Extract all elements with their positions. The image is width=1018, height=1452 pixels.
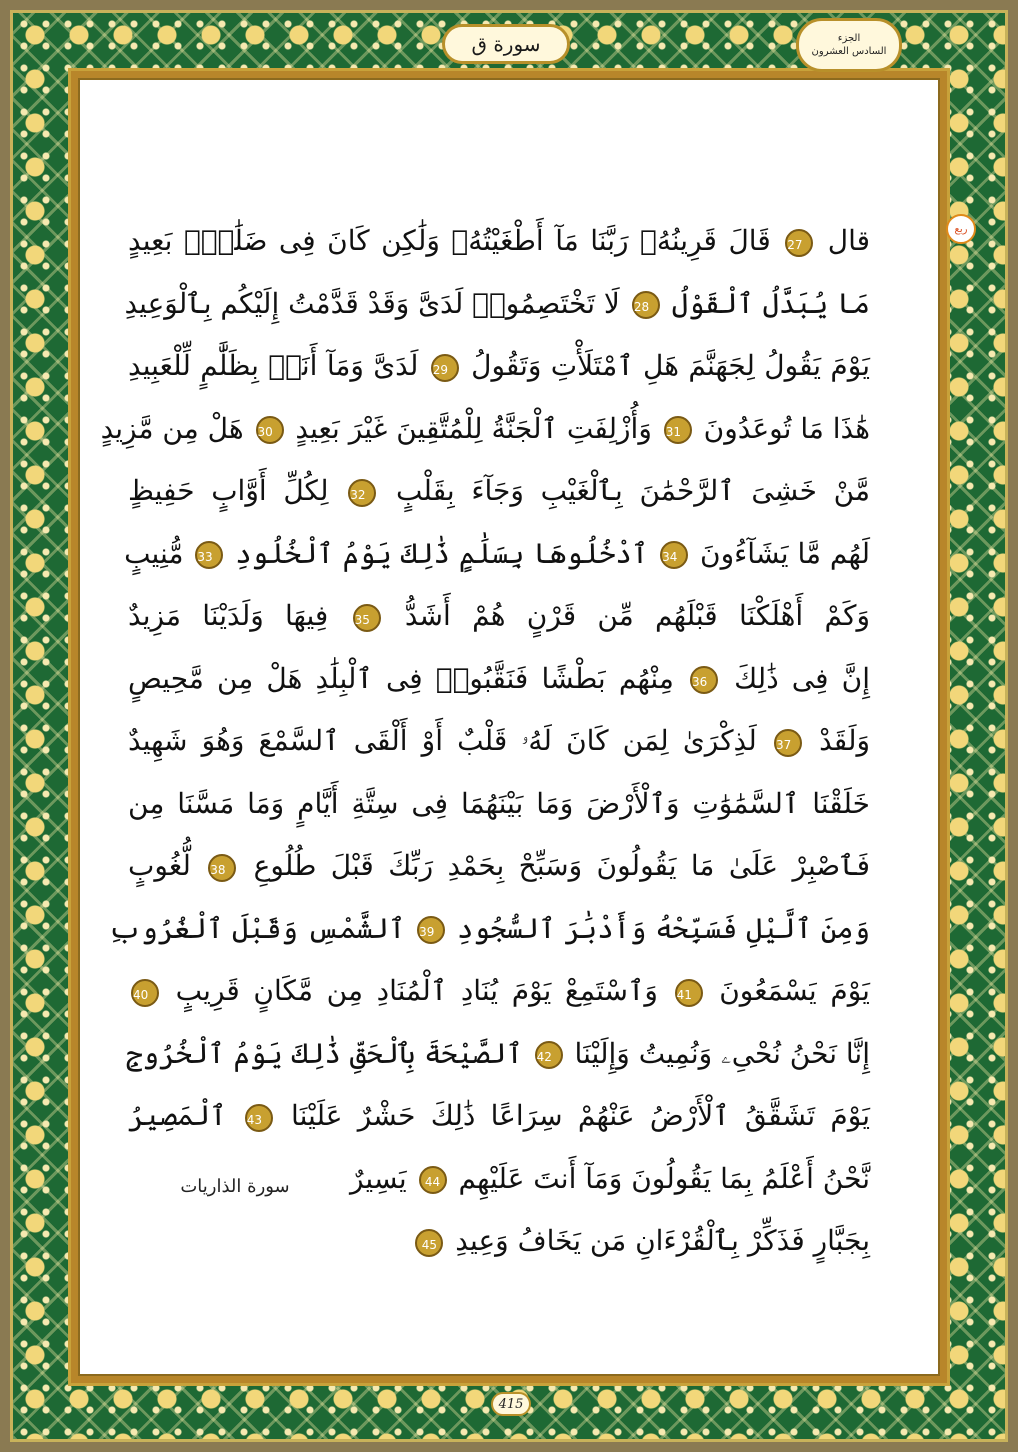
verse-text: ٱلشَّمْسِ وَقَبْلَ ٱلْغُرُوبِ [108,911,406,945]
verse-line [128,1023,870,1086]
verse-line [128,648,870,711]
verse-line [124,273,870,336]
verse-text: إِنَّ فِى ذَٰلِكَ [734,661,870,695]
ayah-number-marker: 39 [417,916,445,944]
verse-text: خَلَقْنَا ٱلسَّمَٰوَٰتِ وَٱلْأَرْضَ وَمَا بَيْنَهُمَا فِى سِتَّةِ أَيَّامٍ وَمَا مَسَّنَا مِن [128,786,870,820]
verse-text: يَوْمَ تَشَقَّقُ ٱلْأَرْضُ عَنْهُمْ سِرَاعًا ذَٰلِكَ حَشْرٌ عَلَيْنَا [291,1099,871,1132]
verse-line [128,960,870,1023]
page-number: 415 [498,1396,524,1412]
verse-text: قَالَ قَرِينُهُۥ رَبَّنَا مَآ أَطْغَيْتُهُۥ وَلَٰكِن كَانَ فِى ضَلَٰلٍۭ بَعِيدٍ [128,224,771,257]
juz-label: الجزء [837,33,861,44]
verse-line [128,460,870,523]
verse-line [124,523,870,586]
verse-text: مِنْهُم بَطْشًا فَنَقَّبُوا۟ فِى ٱلْبِلَٰدِ هَلْ مِن مَّحِيصٍ [128,661,674,695]
verse-text: مُّنِيبٍ [124,536,184,570]
verse-text: فَٱصْبِرْ عَلَىٰ مَا يَقُولُونَ وَسَبِّحْ بِحَمْدِ رَبِّكَ قَبْلَ طُلُوعِ [253,849,870,882]
verse-text: يَوْمَ يَسْمَعُونَ [719,974,870,1007]
ayah-number-marker: 42 [535,1041,563,1069]
verse-text: لِكُلِّ أَوَّابٍ حَفِيظٍ [128,474,329,507]
ayah-number-marker: 38 [208,854,236,882]
ayah-number-marker: 28 [632,291,660,319]
verse-text: يَوْمَ يَقُولُ لِجَهَنَّمَ هَلِ ٱمْتَلَأْتِ وَتَقُولُ [471,349,871,382]
ayah-number-marker: 33 [195,541,223,569]
ayah-number-marker: 37 [774,729,802,757]
verse-text: قال [827,224,870,257]
juz-name: السادس العشرون [811,46,887,57]
verse-line [108,898,870,961]
rub-label: ربع [954,223,968,235]
verse-text: لَا تَخْتَصِمُوا۟ لَدَىَّ وَقَدْ قَدَّمْتُ إِلَيْكُم بِٱلْوَعِيدِ [124,286,620,320]
juz-plaque [796,18,902,72]
verse-text: يَسِيرٌ [349,1161,407,1195]
verse-text: مَّنْ خَشِىَ ٱلرَّحْمَٰنَ بِٱلْغَيْبِ وَجَآءَ بِقَلْبٍ [395,474,870,507]
surah-name: سورة ق [471,32,541,56]
verse-line [128,1210,870,1273]
verse-text: لَذِكْرَىٰ لِمَن كَانَ لَهُۥ قَلْبٌ أَوْ أَلْقَى ٱلسَّمْعَ وَهُوَ شَهِيدٌ [128,724,757,757]
ayah-number-marker: 36 [690,666,718,694]
verse-text: ٱدْخُلُوهَا بِسَلَٰمٍ ذَٰلِكَ يَوْمُ ٱلْخُلُودِ [235,536,649,570]
ayah-number-marker: 41 [675,979,703,1007]
ayah-number-marker: 30 [256,416,284,444]
verse-line [100,398,870,461]
verse-line [128,710,870,773]
ayah-number-marker: 32 [348,479,376,507]
verse-line [128,835,870,898]
verse-text: إِنَّا نَحْنُ نُحْىِۦ وَنُمِيتُ وَإِلَيْنَا [574,1036,870,1070]
verse-text: مَا يُبَدَّلُ ٱلْقَوْلُ [671,286,870,320]
verse-line [128,335,870,398]
verse-text: لُّغُوبٍ [128,849,191,882]
verse-text: ٱلصَّيْحَةَ بِٱلْحَقِّ ذَٰلِكَ يَوْمُ ٱلْخُرُوجِ [126,1036,523,1070]
ayah-number-marker: 43 [245,1104,273,1132]
ayah-number-marker: 35 [353,604,381,632]
ayah-number-marker: 44 [419,1166,447,1194]
verse-line [128,210,870,273]
verse-text: وَأُزْلِفَتِ ٱلْجَنَّةُ لِلْمُتَّقِينَ غَيْرَ بَعِيدٍ [295,411,652,445]
ayah-number-marker: 45 [415,1229,443,1257]
verse-line [128,585,870,648]
verse-text: وَمِنَ ٱلَّيْلِ فَسَبِّحْهُ وَأَدْبَٰرَ ٱلسُّجُودِ [457,911,870,945]
verse-text: وَلَقَدْ [819,724,871,757]
surah-name-plaque [442,24,570,64]
verse-line [128,1085,870,1148]
ayah-number-marker: 31 [664,416,692,444]
verse-text: لَهُم مَّا يَشَآءُونَ [700,536,870,570]
verse-text: نَّحْنُ أَعْلَمُ بِمَا يَقُولُونَ وَمَآ أَنتَ عَلَيْهِم [458,1161,870,1195]
verse-text: ٱلْمَصِيرُ [128,1099,227,1132]
verse-text: وَكَمْ أَهْلَكْنَا قَبْلَهُم مِّن قَرْنٍ هُمْ أَشَدُّ [404,599,870,632]
rub-hizb-marker [946,214,976,244]
page-number-badge [491,1392,531,1416]
verse-text-block [100,210,871,1273]
verse-text: لَدَىَّ وَمَآ أَنَا۠ بِظَلَّٰمٍ لِّلْعَبِيدِ [128,349,419,382]
ayah-number-marker: 27 [785,229,813,257]
verse-line [128,773,870,836]
verse-text: هَلْ مِن مَّزِيدٍ [100,411,244,445]
ayah-number-marker: 29 [431,354,459,382]
ayah-number-marker: 40 [131,979,159,1007]
verse-text: وَٱسْتَمِعْ يَوْمَ يُنَادِ ٱلْمُنَادِ مِن مَّكَانٍ قَرِيبٍ [175,974,658,1007]
verse-text: هَٰذَا مَا تُوعَدُونَ [703,411,870,445]
verse-text: فِيهَا وَلَدَيْنَا مَزِيدٌ [128,599,329,632]
verse-text: بِجَبَّارٍ فَذَكِّرْ بِٱلْقُرْءَانِ مَن يَخَافُ وَعِيدِ [455,1224,870,1257]
next-surah-title: سورة الذاريات [180,1176,290,1197]
ayah-number-marker: 34 [660,541,688,569]
